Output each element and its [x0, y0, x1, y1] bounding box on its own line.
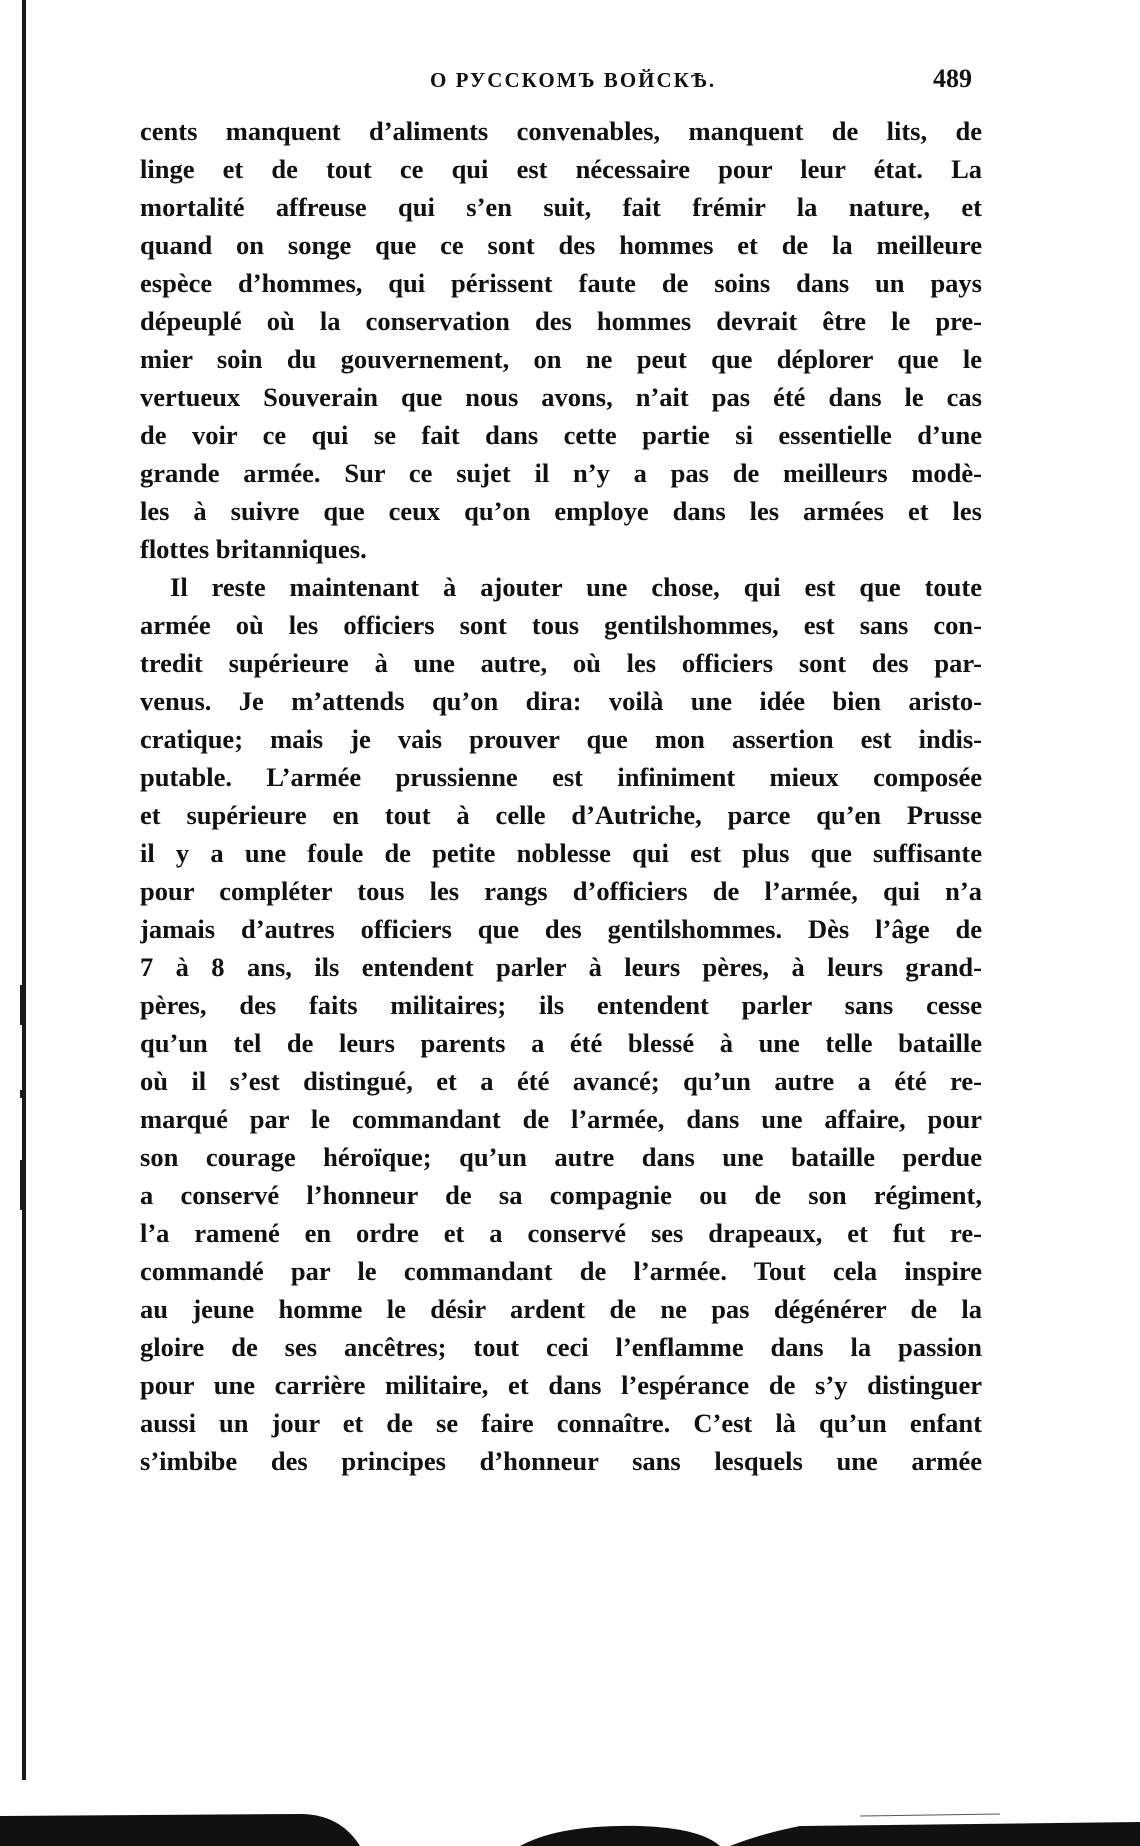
text-line: dépeuplé où la conservation des hommes devrait être le pre-: [140, 306, 982, 336]
text-line: jamais d’autres officiers que des gentilshommes. Dès l’âge de: [140, 914, 982, 944]
binding-edge-mark: [20, 985, 26, 1025]
text-line: pères, des faits militaires; ils entendent parler sans cesse: [140, 990, 982, 1020]
text-line: l’a ramené en ordre et a conservé ses drapeaux, et fut re-: [140, 1218, 982, 1248]
text-line: marqué par le commandant de l’armée, dans une affaire, pour: [140, 1104, 982, 1134]
text-line: venus. Je m’attends qu’on dira: voilà une idée bien aristo-: [140, 686, 982, 716]
text-line: vertueux Souverain que nous avons, n’ait pas été dans le cas: [140, 382, 982, 412]
binding-edge-line: [22, 0, 26, 1780]
text-line: Il reste maintenant à ajouter une chose, qui est que toute: [170, 572, 982, 602]
text-line: pour compléter tous les rangs d’officiers de l’armée, qui n’a: [140, 876, 982, 906]
text-line: s’imbibe des principes d’honneur sans lesquels une armée: [140, 1446, 982, 1476]
text-line: grande armée. Sur ce sujet il n’y a pas de meilleurs modè-: [140, 458, 982, 488]
text-line: a conservé l’honneur de sa compagnie ou de son régiment,: [140, 1180, 982, 1210]
text-line: au jeune homme le désir ardent de ne pas dégénérer de la: [140, 1294, 982, 1324]
text-line: les à suivre que ceux qu’on employe dans les armées et les: [140, 496, 982, 526]
text-line: aussi un jour et de se faire connaître. C’est là qu’un enfant: [140, 1408, 982, 1438]
text-line: et supérieure en tout à celle d’Autriche, parce qu’en Prusse: [140, 800, 982, 830]
text-line: son courage héroïque; qu’un autre dans une bataille perdue: [140, 1142, 982, 1172]
paragraph: [140, 112, 982, 568]
text-line: tredit supérieure à une autre, où les officiers sont des par-: [140, 648, 982, 678]
text-line: flottes britanniques.: [140, 534, 367, 564]
text-line: commandé par le commandant de l’armée. Tout cela inspire: [140, 1256, 982, 1286]
body-text: [140, 112, 982, 1480]
text-line: quand on songe que ce sont des hommes et de la meilleure: [140, 230, 982, 260]
text-line: où il s’est distingué, et a été avancé; qu’un autre a été re-: [140, 1066, 982, 1096]
text-line: pour une carrière militaire, et dans l’espérance de s’y distinguer: [140, 1370, 982, 1400]
text-line: espèce d’hommes, qui périssent faute de soins dans un pays: [140, 268, 982, 298]
running-head: О РУССКОМЪ ВОЙСКѢ.: [430, 68, 717, 92]
page-header: [140, 64, 982, 108]
text-line: qu’un tel de leurs parents a été blessé à une telle bataille: [140, 1028, 982, 1058]
paragraph: [140, 568, 982, 1480]
binding-edge-mark: [20, 1090, 26, 1098]
text-line: de voir ce qui se fait dans cette partie si essentielle d’une: [140, 420, 982, 450]
text-line: linge et de tout ce qui est nécessaire pour leur état. La: [140, 154, 982, 184]
page-number: 489: [933, 64, 972, 93]
text-line: armée où les officiers sont tous gentilshommes, est sans con-: [140, 610, 982, 640]
text-line: il y a une foule de petite noblesse qui est plus que suffisante: [140, 838, 982, 868]
scan-edge-artifact: [0, 1796, 1140, 1846]
text-line: putable. L’armée prussienne est infiniment mieux composée: [140, 762, 982, 792]
binding-edge-mark: [20, 1160, 26, 1210]
text-line: 7 à 8 ans, ils entendent parler à leurs pères, à leurs grand-: [140, 952, 982, 982]
text-line: gloire de ses ancêtres; tout ceci l’enflamme dans la passion: [140, 1332, 982, 1362]
text-line: cents manquent d’aliments convenables, manquent de lits, de: [140, 116, 982, 146]
text-line: cratique; mais je vais prouver que mon assertion est indis-: [140, 724, 982, 754]
text-line: mortalité affreuse qui s’en suit, fait frémir la nature, et: [140, 192, 982, 222]
text-line: mier soin du gouvernement, on ne peut que déplorer que le: [140, 344, 982, 374]
